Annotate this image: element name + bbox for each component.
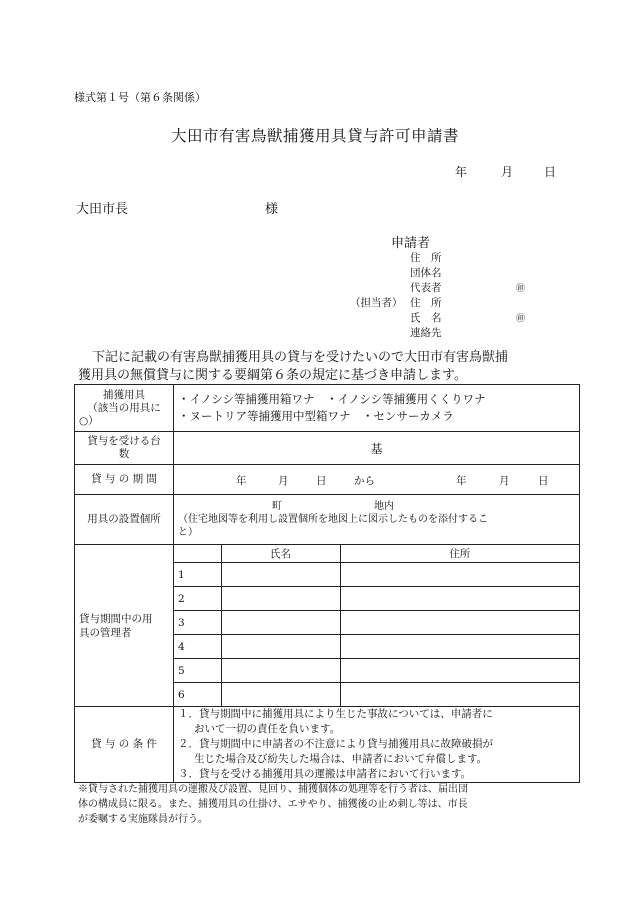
equipment-option-sensor-camera[interactable]: ・センサーカメラ	[362, 409, 454, 423]
intro-text	[78, 349, 578, 385]
addressee: 大田市長	[76, 202, 129, 217]
intro-line-1: 下記に記載の有害鳥獣捕獲用具の貸与を受けたいので大田市有害鳥獣捕	[92, 350, 509, 365]
manager-address-header: 住所	[340, 545, 579, 563]
manager-name-cell[interactable]	[221, 683, 340, 707]
manager-name-cell[interactable]	[221, 563, 340, 587]
condition-2a: ２．貸与期間中に申請者の不注意により貸与捕獲用具に故障破損が	[178, 738, 493, 750]
manager-grid-header	[174, 545, 579, 563]
location-field[interactable]	[174, 495, 580, 545]
equipment-option-snare-trap[interactable]: ・イノシシ等捕獲用くくりワナ	[326, 392, 486, 406]
count-row	[75, 432, 580, 465]
table-row	[174, 611, 579, 635]
equipment-label: 捕獲用具 （該当の用具に ○）	[75, 385, 174, 432]
condition-3: ３．貸与を受ける捕獲用具の運搬は申請者において行います。	[178, 768, 472, 780]
location-label: 用具の設置個所	[75, 495, 174, 545]
page-title: 大田市有害鳥獣捕獲用具貸与許可申請書	[170, 127, 459, 145]
row-number: 6	[174, 683, 221, 707]
manager-grid	[174, 545, 579, 706]
manager-address-cell[interactable]	[340, 563, 579, 587]
condition-1a: １．貸与期間中に捕獲用具により生じた事故については、申請者に	[178, 708, 493, 720]
manager-grid-cell	[174, 545, 580, 707]
footnote-line-1: ※貸与された捕獲用具の運搬及び設置、見回り、捕獲個体の処理等を行う者は、届出団	[78, 784, 468, 795]
location-area: 地内	[374, 501, 394, 512]
manager-address-cell[interactable]	[340, 683, 579, 707]
row-number: 3	[174, 611, 221, 635]
manager-address-cell[interactable]	[340, 659, 579, 683]
row-number: 5	[174, 659, 221, 683]
seal-mark-contact: ㊞	[516, 314, 526, 324]
equipment-option-medium-box-trap[interactable]: ・ヌートリア等捕獲用中型箱ワナ	[178, 409, 351, 423]
manager-address-cell[interactable]	[340, 635, 579, 659]
location-note-1: （住宅地図等を利用し設置個所を地図上に図示したものを添付するこ	[178, 514, 488, 525]
table-row	[174, 659, 579, 683]
manager-name-cell[interactable]	[221, 587, 340, 611]
table-row	[174, 683, 579, 707]
conditions-row	[75, 707, 580, 783]
contact-name-label: 氏 名	[410, 312, 442, 324]
condition-2b: 生じた場合及び紛失した場合は、申請者において弁償します。	[194, 753, 488, 765]
period-start-month: 月	[278, 475, 289, 487]
row-number: 2	[174, 587, 221, 611]
period-start-day: 日	[316, 475, 327, 487]
equipment-options	[174, 385, 580, 432]
period-start-year: 年	[236, 475, 247, 487]
count-field[interactable]	[174, 432, 580, 465]
phone-label: 連絡先	[410, 327, 442, 339]
applicant-org-label: 団体名	[410, 267, 442, 279]
count-label: 貸与を受ける台 数	[75, 432, 174, 465]
footnote-line-3: が委嘱する実施隊員が行う。	[78, 814, 208, 825]
conditions-text	[174, 707, 580, 783]
location-row	[75, 495, 580, 545]
applicant-rep-label: 代表者	[410, 282, 442, 294]
count-unit: 基	[370, 441, 383, 456]
location-town: 町	[272, 501, 282, 512]
period-field[interactable]	[174, 465, 580, 495]
row-number: 1	[174, 563, 221, 587]
manager-name-cell[interactable]	[221, 611, 340, 635]
date-month: 月	[501, 165, 514, 179]
manager-address-cell[interactable]	[340, 587, 579, 611]
application-table	[74, 384, 580, 783]
footnote-line-2: 体の構成員に限る。また、捕獲用具の仕掛け、エサやり、捕獲後の止め刺し等は、市長	[78, 799, 468, 810]
equipment-option-box-trap[interactable]: ・イノシシ等捕獲用箱ワナ	[178, 392, 315, 406]
table-row	[174, 587, 579, 611]
conditions-label: 貸 与 の 条 件	[75, 707, 174, 783]
manager-no-header	[174, 545, 221, 563]
applicant-address-label: 住 所	[410, 252, 442, 264]
period-end-day: 日	[538, 475, 549, 487]
period-end-year: 年	[456, 475, 467, 487]
manager-name-cell[interactable]	[221, 659, 340, 683]
equipment-row	[75, 385, 580, 432]
period-end-month: 月	[499, 475, 510, 487]
table-row	[174, 563, 579, 587]
manager-row	[75, 545, 580, 707]
manager-address-cell[interactable]	[340, 611, 579, 635]
seal-mark-rep: ㊞	[516, 284, 526, 294]
intro-line-2: 獲用具の無償貸与に関する要綱第６条の規定に基づき申請します。	[78, 368, 467, 383]
condition-1b: おいて一切の責任を負います。	[194, 723, 341, 735]
manager-name-cell[interactable]	[221, 635, 340, 659]
row-number: 4	[174, 635, 221, 659]
period-row	[75, 465, 580, 495]
contact-person-label: （担当者）	[350, 297, 403, 309]
footnote	[78, 782, 578, 827]
period-from: から	[354, 475, 375, 487]
location-note-2: と）	[178, 527, 198, 538]
manager-label: 貸与期間中の用 具の管理者	[75, 545, 174, 707]
date-year: 年	[455, 165, 468, 179]
form-number: 様式第１号（第６条関係）	[74, 91, 206, 104]
manager-name-header: 氏名	[221, 545, 340, 563]
contact-address-label: 住 所	[410, 297, 442, 309]
table-row	[174, 635, 579, 659]
applicant-heading: 申請者	[391, 236, 431, 251]
date-day: 日	[544, 165, 557, 179]
honorific: 様	[265, 202, 279, 217]
period-label: 貸 与 の 期 間	[75, 465, 174, 495]
